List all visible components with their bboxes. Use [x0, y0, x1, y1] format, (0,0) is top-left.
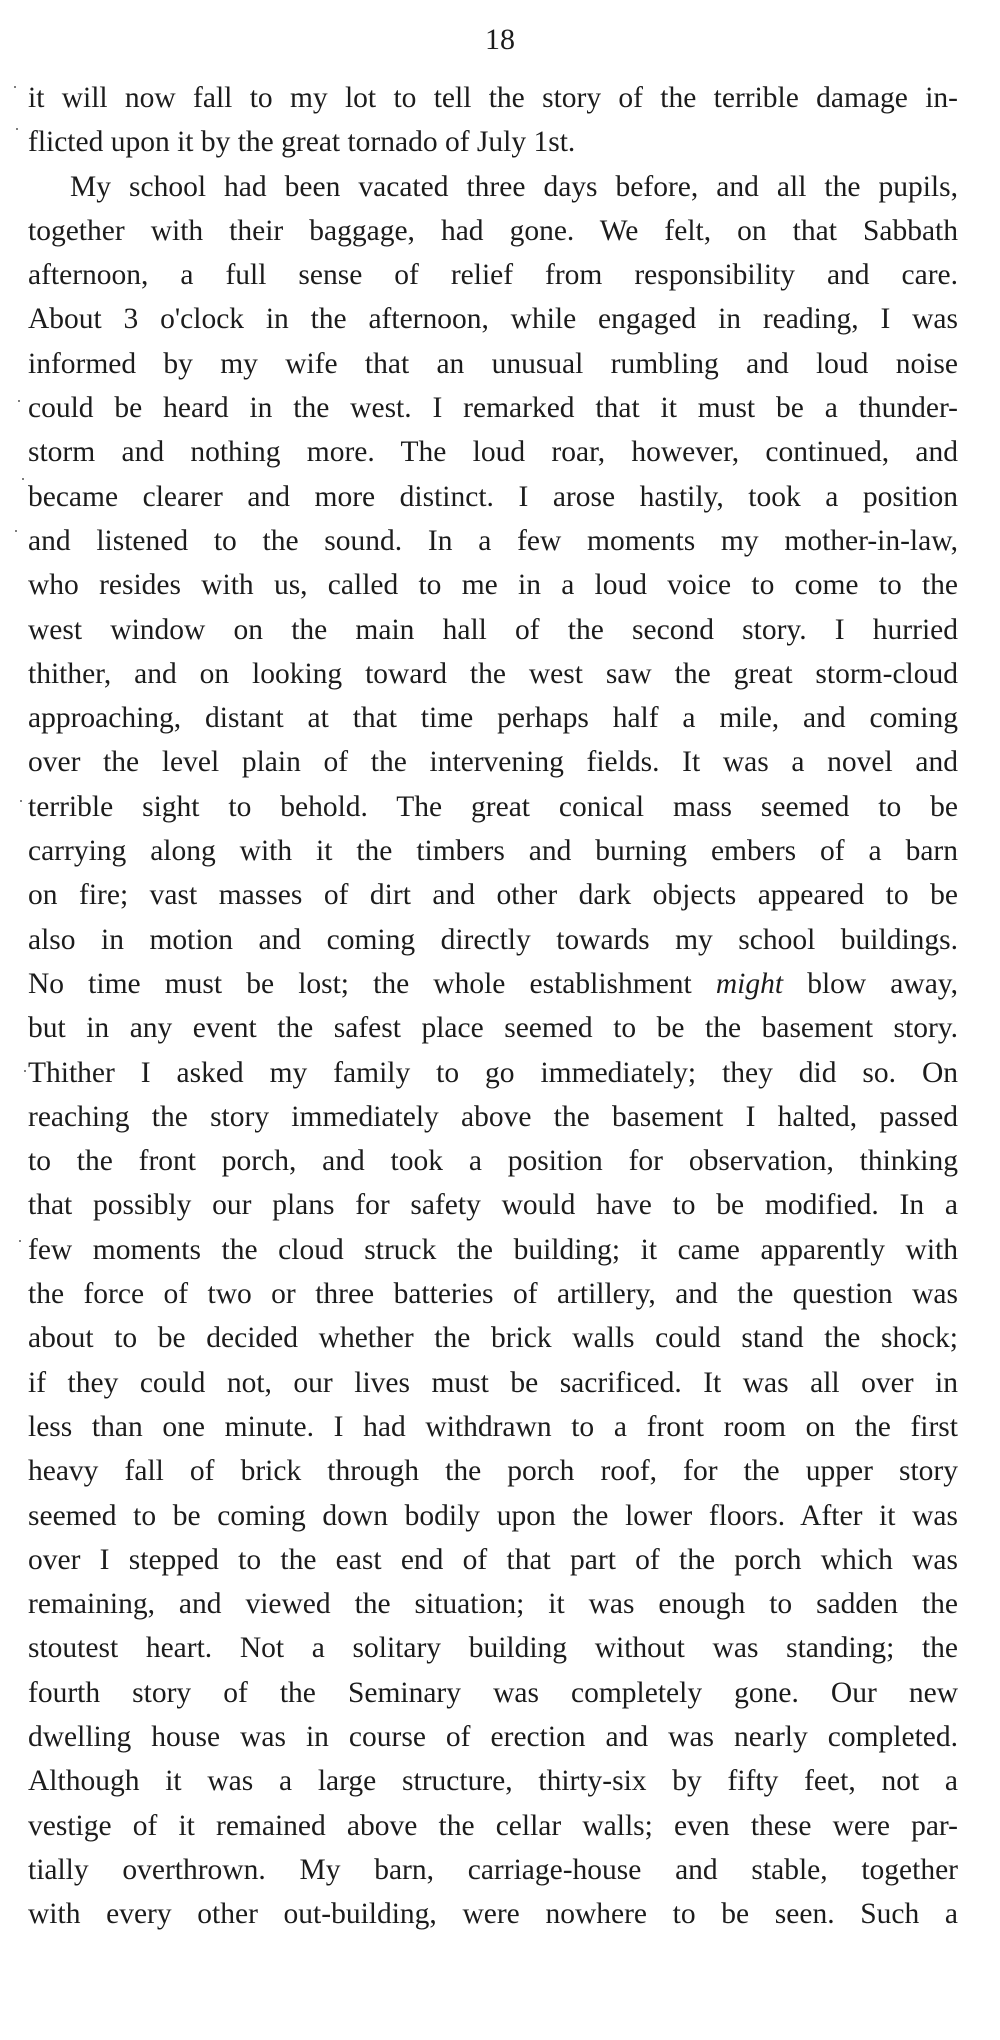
scan-speck [24, 1070, 26, 1072]
text-line: stoutest heart. Not a solitary building without was standing; the [28, 1632, 958, 1665]
text-line: approaching, distant at that time perhaps half a mile, and coming [28, 702, 958, 735]
text-line: About 3 o'clock in the afternoon, while engaged in reading, I was [28, 303, 958, 336]
text-line: if they could not, our lives must be sacrificed. It was all over in [28, 1366, 958, 1399]
text-line: on fire; vast masses of dirt and other dark objects appeared to be [28, 879, 958, 912]
page-number: 18 [485, 23, 515, 56]
text-line: informed by my wife that an unusual rumbling and loud noise [28, 347, 958, 380]
scan-speck [20, 800, 22, 802]
text-line: afternoon, a full sense of relief from responsibility and care. [28, 259, 958, 292]
text-line: tially overthrown. My barn, carriage-house and stable, together [28, 1853, 958, 1886]
text-fragment: blow away, [807, 967, 959, 1000]
text-line: west window on the main hall of the second story. I hurried [28, 613, 958, 646]
text-line: carrying along with it the timbers and burning embers of a barn [28, 835, 958, 868]
text-line: few moments the cloud struck the building; it came apparently with [28, 1233, 958, 1266]
text-line: Although it was a large structure, thirty-six by fifty feet, not a [28, 1765, 958, 1798]
text-line: over I stepped to the east end of that part of the porch which was [28, 1543, 958, 1576]
text-line: it will now fall to my lot to tell the story of the terrible damage in- [28, 82, 958, 114]
text-line: thither, and on looking toward the west saw the great storm-cloud [28, 657, 958, 690]
text-line: dwelling house was in course of erection and was nearly completed. [28, 1720, 958, 1753]
text-line: could be heard in the west. I remarked that it must be a thunder- [28, 392, 958, 425]
text-line: but in any event the safest place seemed to be the basement story. [28, 1012, 958, 1045]
text-line: became clearer and more distinct. I arose hastily, took a position [28, 480, 958, 513]
text-line: flicted upon it by the great tornado of July 1st. [28, 126, 576, 159]
scan-speck [15, 530, 17, 532]
scan-speck [16, 128, 18, 130]
scan-speck [22, 478, 24, 480]
text-line: who resides with us, called to me in a loud voice to come to the [28, 569, 958, 602]
scan-speck [18, 400, 20, 402]
text-line: seemed to be coming down bodily upon the lower floors. After it was [28, 1499, 958, 1532]
text-line: to the front porch, and took a position for observation, thinking [28, 1145, 958, 1178]
text-line: and listened to the sound. In a few moments my mother-in-law, [28, 524, 958, 557]
text-line: the force of two or three batteries of artillery, and the question was [28, 1278, 958, 1311]
text-line: storm and nothing more. The loud roar, however, continued, and [28, 436, 958, 469]
text-fragment: No time must be lost; the whole establishment [28, 967, 692, 1000]
text-line: fourth story of the Seminary was completely gone. Our new [28, 1676, 958, 1709]
emphasized-word: might [715, 967, 784, 1000]
text-line: reaching the story immediately above the basement I halted, passed [28, 1100, 958, 1133]
text-line: with every other out-building, were nowhere to be seen. Such a [28, 1898, 958, 1931]
text-line: heavy fall of brick through the porch roof, for the upper story [28, 1455, 958, 1488]
scan-speck [14, 86, 16, 88]
text-line: also in motion and coming directly towards my school buildings. [28, 923, 958, 956]
text-line: together with their baggage, had gone. We felt, on that Sabbath [28, 214, 958, 247]
text-line: vestige of it remained above the cellar walls; even these were par- [28, 1809, 958, 1842]
text-line: over the level plain of the intervening fields. It was a novel and [28, 746, 958, 779]
scan-speck [19, 1240, 21, 1242]
text-line: about to be decided whether the brick walls could stand the shock; [28, 1322, 958, 1355]
paragraph-first-line: My school had been vacated three days before, and all the pupils, [70, 170, 958, 203]
text-line-with-emphasis [28, 962, 958, 1006]
text-line: terrible sight to behold. The great conical mass seemed to be [28, 790, 958, 823]
text-line: that possibly our plans for safety would have to be modified. In a [28, 1189, 958, 1222]
text-line: Thither I asked my family to go immediately; they did so. On [28, 1056, 958, 1089]
text-line: remaining, and viewed the situation; it was enough to sadden the [28, 1588, 958, 1621]
text-line: less than one minute. I had withdrawn to a front room on the first [28, 1410, 958, 1443]
body-text [28, 76, 958, 1936]
